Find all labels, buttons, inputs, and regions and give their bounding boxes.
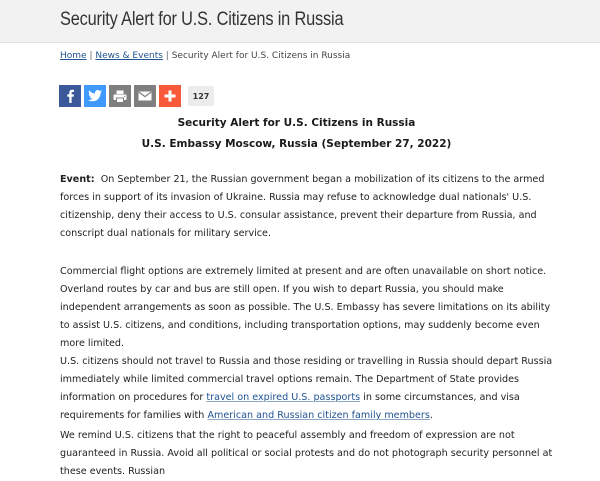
article-heading: Security Alert for U.S. Citizens in Russia (177, 117, 416, 129)
breadcrumb (60, 51, 350, 61)
paragraph-text: On September 21, the Russian government began a mobilization of its citizens to the armed forces in support of its invasion of Ukraine. Russia may refuse to acknowledge dual nationals' U.S. citizenship, deny their access to U.S. consular assistance, prevent their departure from Russia, and conscript dual nationals for military service. (60, 174, 545, 239)
share-count-badge: 127 (188, 86, 214, 106)
print-button[interactable] (109, 85, 131, 107)
print-icon (113, 90, 127, 103)
paragraph-assembly (60, 427, 560, 481)
paragraph-text: We remind U.S. citizens that the right to peaceful assembly and freedom of expression are not guaranteed in Russia. Avoid all political or social protests and do not photograph security personnel at these events. Russian (60, 430, 553, 477)
breadcrumb-separator: | (165, 51, 169, 61)
paragraph-event (60, 171, 560, 243)
paragraph-travel-advice (60, 353, 560, 425)
paragraph-text: U.S. citizens should not travel to Russia and those residing or travelling in Russia should depart Russia immediately while limited commercial travel options remain. The Department of State provides information on procedures for (60, 356, 553, 403)
paragraph-flights (60, 263, 560, 353)
twitter-share-button[interactable] (84, 85, 106, 107)
family-members-link[interactable]: American and Russian citizen family members (207, 410, 430, 421)
more-share-button[interactable] (159, 85, 181, 107)
paragraph-text: Commercial flight options are extremely limited at present and are often unavailable on short notice. Overland routes by car and bus are still open. If you wish to depart Russia, you should make independent arrangements as soon as possible. The U.S. Embassy has severe limitations on its ability to assist U.S. citizens, and conditions, including transportation options, may suddenly become even more limited. (60, 266, 551, 349)
share-toolbar (59, 85, 214, 107)
email-icon (138, 91, 152, 101)
event-label: Event: (60, 174, 95, 185)
title-bar (0, 0, 600, 43)
expired-passports-link[interactable]: travel on expired U.S. passports (206, 392, 361, 403)
breadcrumb-separator: | (89, 51, 93, 61)
page-title: Security Alert for U.S. Citizens in Russia (60, 9, 344, 30)
email-share-button[interactable] (134, 85, 156, 107)
plus-icon (164, 90, 176, 102)
breadcrumb-news-link[interactable]: News & Events (95, 51, 163, 61)
paragraph-text: . (429, 410, 433, 421)
facebook-share-button[interactable] (59, 85, 81, 107)
breadcrumb-home-link[interactable]: Home (60, 51, 87, 61)
facebook-icon (64, 89, 76, 103)
article-subheading: U.S. Embassy Moscow, Russia (September 27, 2022) (141, 138, 452, 150)
paragraph-text: in some circumstances, and visa requirements for families with (60, 392, 520, 421)
twitter-icon (88, 90, 102, 102)
breadcrumb-current: Security Alert for U.S. Citizens in Russia (171, 51, 351, 61)
